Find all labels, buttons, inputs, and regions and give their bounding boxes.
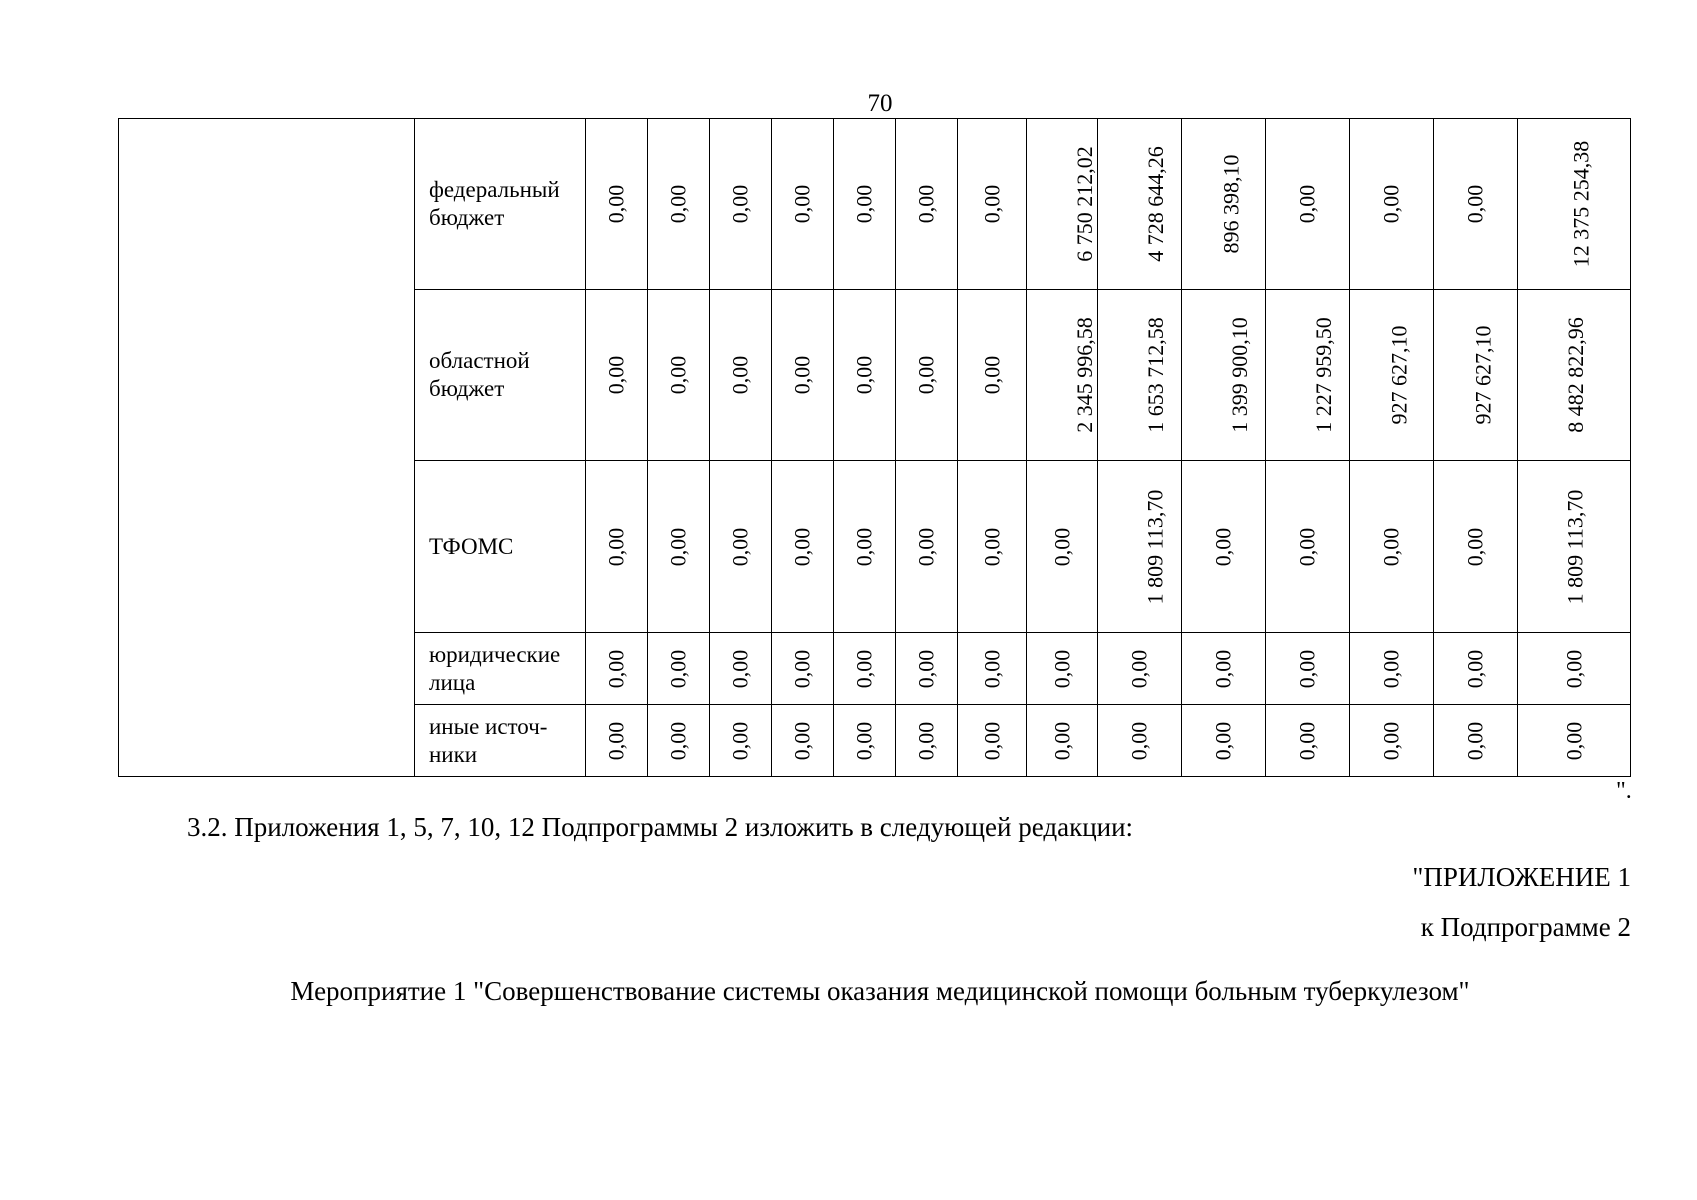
page-number: 70 xyxy=(867,90,893,117)
amount-value: 0,00 xyxy=(665,355,691,395)
amount-value: 0,00 xyxy=(1210,721,1236,760)
amount-cell xyxy=(1266,461,1350,633)
amount-cell xyxy=(648,119,710,290)
amount-value: 0,00 xyxy=(1049,721,1074,760)
amount-value: 0,00 xyxy=(1210,649,1236,688)
amount-cell xyxy=(1350,633,1434,705)
amount-cell xyxy=(958,461,1027,633)
amount-cell xyxy=(1182,290,1266,461)
amount-value: 0,00 xyxy=(603,527,629,566)
amount-value: 0,00 xyxy=(789,721,815,760)
amount-cell xyxy=(958,290,1027,461)
amount-cell xyxy=(1350,290,1434,461)
closing-quote: ". xyxy=(1616,778,1632,804)
financing-table-body xyxy=(119,119,1631,777)
amount-value: 0,00 xyxy=(1294,649,1320,688)
amount-cell xyxy=(710,290,772,461)
amount-value: 0,00 xyxy=(603,355,629,395)
amount-value: 1 809 113,70 xyxy=(1562,489,1588,604)
amount-value: 0,00 xyxy=(789,184,815,224)
amount-cell xyxy=(1182,461,1266,633)
amount-value: 0,00 xyxy=(1210,527,1236,566)
amount-cell xyxy=(1182,705,1266,777)
amount-cell xyxy=(1434,290,1518,461)
amount-cell xyxy=(1098,290,1182,461)
amount-cell xyxy=(896,705,958,777)
amount-value: 0,00 xyxy=(851,721,877,760)
amount-value: 0,00 xyxy=(665,649,691,688)
amount-cell xyxy=(1350,705,1434,777)
amount-value: 0,00 xyxy=(1294,184,1320,224)
amount-cell xyxy=(1027,633,1098,705)
amendment-paragraph: 3.2. Приложения 1, 5, 7, 10, 12 Подпрограммы 2 изложить в следующей редакции: xyxy=(187,812,1134,842)
amount-cell xyxy=(1518,461,1631,633)
amount-cell xyxy=(1518,290,1631,461)
amount-cell xyxy=(1098,633,1182,705)
amount-cell xyxy=(1266,290,1350,461)
funding-source-cell: ТФОМС xyxy=(415,461,586,633)
amount-value: 0,00 xyxy=(1462,527,1488,566)
amount-cell xyxy=(1350,119,1434,290)
amount-cell xyxy=(834,461,896,633)
amount-value: 0,00 xyxy=(913,527,939,566)
amount-cell xyxy=(1027,290,1098,461)
amount-cell xyxy=(834,119,896,290)
financing-table xyxy=(118,118,1631,777)
amount-value: 0,00 xyxy=(1462,184,1488,224)
amount-cell xyxy=(586,633,648,705)
amount-value: 1 809 113,70 xyxy=(1142,489,1168,604)
amount-value: 0,00 xyxy=(1294,721,1320,760)
funding-source-cell: иные источ-ники xyxy=(415,705,586,777)
amount-value: 0,00 xyxy=(979,721,1004,760)
amount-value: 4 728 644,26 xyxy=(1142,146,1168,262)
amount-cell xyxy=(896,461,958,633)
amount-cell xyxy=(648,290,710,461)
amount-value: 927 627,10 xyxy=(1470,325,1496,425)
amount-cell xyxy=(710,633,772,705)
amount-value: 1 399 900,10 xyxy=(1226,317,1252,433)
amount-cell xyxy=(586,705,648,777)
amount-value: 0,00 xyxy=(1462,721,1488,760)
amount-value: 0,00 xyxy=(665,527,691,566)
amount-value: 0,00 xyxy=(603,184,629,224)
amount-value: 0,00 xyxy=(1049,527,1074,566)
amount-cell xyxy=(1027,705,1098,777)
amount-cell xyxy=(710,119,772,290)
amount-value: 0,00 xyxy=(665,721,691,760)
amount-value: 0,00 xyxy=(727,649,753,688)
amount-value: 12 375 254,38 xyxy=(1568,140,1594,268)
amount-value: 0,00 xyxy=(913,184,939,224)
amount-cell xyxy=(1518,633,1631,705)
amount-cell xyxy=(1350,461,1434,633)
amount-cell xyxy=(1027,119,1098,290)
amount-cell xyxy=(648,705,710,777)
amount-value: 6 750 212,02 xyxy=(1071,146,1097,262)
amount-cell xyxy=(896,290,958,461)
amount-value: 0,00 xyxy=(1126,649,1152,688)
amount-value: 0,00 xyxy=(727,355,753,395)
amount-value: 0,00 xyxy=(979,184,1004,224)
amount-cell xyxy=(772,461,834,633)
amount-value: 0,00 xyxy=(1561,649,1586,688)
amount-cell xyxy=(772,705,834,777)
funding-source-cell: юридические лица xyxy=(415,633,586,705)
amount-cell xyxy=(834,633,896,705)
amount-value: 0,00 xyxy=(979,527,1004,566)
amount-value: 0,00 xyxy=(851,649,877,688)
amount-cell xyxy=(710,705,772,777)
amount-cell xyxy=(896,633,958,705)
amount-cell xyxy=(772,290,834,461)
event-title: Мероприятие 1 "Совершенствование системы оказания медицинской помощи больным туберкулезом" xyxy=(290,976,1470,1006)
amount-value: 0,00 xyxy=(851,355,877,395)
amount-cell xyxy=(1518,705,1631,777)
amount-value: 0,00 xyxy=(913,721,939,760)
amount-value: 0,00 xyxy=(979,649,1004,688)
amount-cell xyxy=(710,461,772,633)
amount-cell xyxy=(648,461,710,633)
amount-value: 0,00 xyxy=(789,649,815,688)
amount-cell xyxy=(958,633,1027,705)
amount-cell xyxy=(1518,119,1631,290)
amount-value: 0,00 xyxy=(1126,721,1152,760)
amount-value: 0,00 xyxy=(913,355,939,395)
amount-value: 0,00 xyxy=(727,721,753,760)
amount-value: 0,00 xyxy=(603,721,629,760)
amount-value: 896 398,10 xyxy=(1218,154,1244,254)
table-row xyxy=(119,119,1631,290)
amount-value: 8 482 822,96 xyxy=(1562,317,1588,433)
amount-value: 0,00 xyxy=(1294,527,1320,566)
amount-value: 0,00 xyxy=(1378,184,1404,224)
amount-value: 0,00 xyxy=(727,184,753,224)
amount-value: 0,00 xyxy=(1462,649,1488,688)
amount-value: 1 653 712,58 xyxy=(1142,317,1168,433)
amount-cell xyxy=(834,290,896,461)
merged-empty-cell xyxy=(119,119,415,777)
amount-cell xyxy=(772,633,834,705)
funding-source-cell: областной бюджет xyxy=(415,290,586,461)
amount-cell xyxy=(1182,633,1266,705)
amount-cell xyxy=(1098,461,1182,633)
amount-cell xyxy=(1434,461,1518,633)
amount-cell xyxy=(958,119,1027,290)
amount-value: 0,00 xyxy=(1378,649,1404,688)
amount-value: 0,00 xyxy=(789,527,815,566)
amount-value: 0,00 xyxy=(1561,721,1586,760)
amount-value: 0,00 xyxy=(603,649,629,688)
amount-cell xyxy=(1266,705,1350,777)
amount-value: 0,00 xyxy=(665,184,691,224)
amount-value: 0,00 xyxy=(913,649,939,688)
amount-value: 0,00 xyxy=(851,527,877,566)
amount-value: 2 345 996,58 xyxy=(1071,317,1097,433)
funding-source-cell: федеральный бюджет xyxy=(415,119,586,290)
amount-cell xyxy=(648,633,710,705)
amount-value: 0,00 xyxy=(727,527,753,566)
appendix-title: "ПРИЛОЖЕНИЕ 1 xyxy=(1412,862,1631,892)
amount-value: 0,00 xyxy=(851,184,877,224)
amount-cell xyxy=(586,119,648,290)
amount-cell xyxy=(1098,705,1182,777)
amount-cell xyxy=(1182,119,1266,290)
amount-cell xyxy=(1098,119,1182,290)
amount-cell xyxy=(1027,461,1098,633)
appendix-subtitle: к Подпрограмме 2 xyxy=(1420,912,1631,942)
amount-value: 0,00 xyxy=(979,355,1004,395)
amount-cell xyxy=(1266,633,1350,705)
amount-cell xyxy=(1434,705,1518,777)
amount-cell xyxy=(772,119,834,290)
amount-cell xyxy=(1434,633,1518,705)
amount-value: 927 627,10 xyxy=(1386,325,1412,425)
amount-cell xyxy=(586,290,648,461)
amount-value: 0,00 xyxy=(789,355,815,395)
amount-cell xyxy=(958,705,1027,777)
amount-value: 1 227 959,50 xyxy=(1310,317,1336,433)
amount-cell xyxy=(834,705,896,777)
amount-cell xyxy=(586,461,648,633)
amount-value: 0,00 xyxy=(1378,721,1404,760)
amount-cell xyxy=(1434,119,1518,290)
amount-cell xyxy=(896,119,958,290)
amount-cell xyxy=(1266,119,1350,290)
amount-value: 0,00 xyxy=(1378,527,1404,566)
amount-value: 0,00 xyxy=(1049,649,1074,688)
